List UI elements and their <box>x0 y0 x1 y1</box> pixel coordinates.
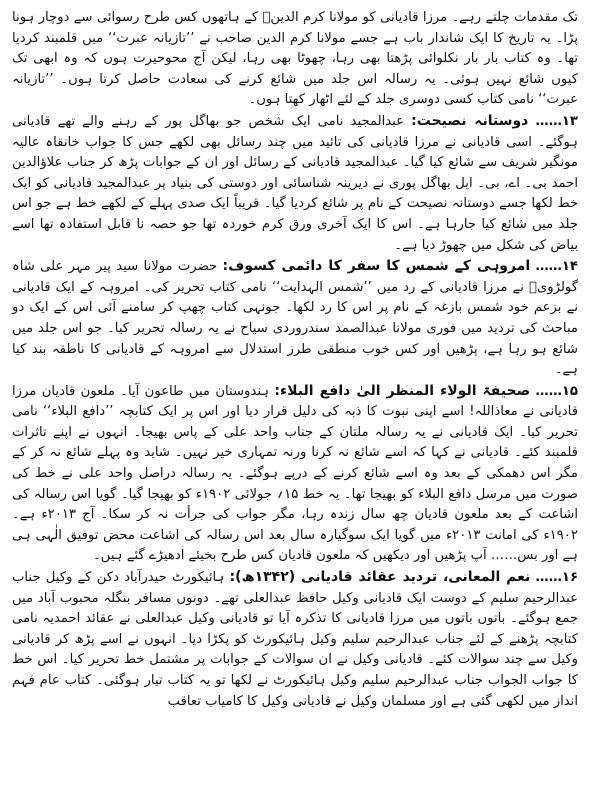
paragraph-16 <box>12 567 578 712</box>
paragraph-text: ہائیکورٹ حیدرآباد دکن کے وکیل جناب عبدالرحیم سلیم کے دوست ایک قادیانی وکیل حافظ عبدالعلی تھے۔ دونوں مسافر بنگلہ محبوب آباد میں جمع ہوگئے۔ باتوں باتوں میں مرزا قادیانی کا تذکرہ آیا تو قادیانی وکیل عبدالعلی نے عقائد احمدیہ نامی کتابچہ پڑھنے کے لئے جناب عبدالرحیم سلیم وکیل ہائیکورٹ کو پکڑا دیا۔ انہوں نے اسے پڑھ کر قادیانی وکیل سے چند سوالات کئے۔ قادیانی وکیل نے ان سوالات کے جوابات پر مشتمل خط تحریر کیا۔ اس خط کا جواب الجواب جناب عبدالرحیم سلیم وکیل ہائیکورٹ نے لکھا تو یہ کتاب تیار ہوگئی۔ کتاب عام فہم انداز میں لکھی گئی ہے اور مسلمان وکیل نے قادیانی وکیل کا کامیاب تعاقب <box>12 570 578 709</box>
section-heading: صحیفۃ الولاء المنظر الیٰ دافع البلاء: <box>274 382 531 399</box>
section-heading: دوستانہ نصیحت: <box>411 112 529 129</box>
paragraph-13 <box>12 111 578 256</box>
paragraph-text: حضرت مولانا سید پیر مہر علی شاہ گولڑویؒ نے مرزا قادیانی کے رد میں ’’شمس الہدایت‘‘ نامی کتاب تحریر کی۔ امروہہ کے ایک قادیانی نے بزعم خود شمس بازغہ کے نام پر اس کا رد لکھا۔ جونہی کتاب چھپ کر سامنے آئی اس کے ایک دو مباحث کی تردید میں فوری مولانا عبدالصمد سندروردی سیاح نے یہ رسالہ تحریر کیا۔ جو اس جلد میں شائع ہو رہا ہے، پڑھیں اور کس خوب منطقی طرز استدلال سے امروہہ کے قادیانی کا ناطقہ بند کیا ہے۔ <box>12 259 578 378</box>
paragraph-15 <box>12 381 578 567</box>
paragraph-text: تک مقدمات چلتے رہے۔ مرزا قادیانی کو مولانا کرم الدینؒ کے ہاتھوں کس طرح رسوائی سے دوچار ہونا پڑا۔ یہ تاریخ کا ایک شاندار باب ہے جسے مولانا کرم الدین صاحب نے ’’تازیانہ عبرت‘‘ میں قلمبند کردیا تھا۔ وہ کتاب بار بار نکلوائی پڑھتا بھی رہا، چھوٹا بھی رہا، لیکن آج محوحیرت ہوں کہ وہ ابھی تک کیوں شائع نہیں ہوئی۔ یہ رسالہ اس جلد میں شائع کرنے کی سعادت حاصل کرتا ہوں۔ ’’تازیانہ عبرت‘‘ نامی کتاب کسی دوسری جلد کے لئے اٹھار کھتا ہوں۔ <box>12 10 578 108</box>
section-number: ۱۳…… <box>535 113 578 129</box>
section-heading: نعم المعانی، تردید عقائد قادیانی (۱۳۴۲ھ): <box>229 569 531 586</box>
section-number: ۱۵…… <box>535 383 578 399</box>
paragraph-14 <box>12 256 578 381</box>
paragraph-intro <box>12 8 578 111</box>
section-heading: امروہی کے شمس کا سفر کا دائمی کسوف: <box>222 258 531 275</box>
paragraph-text: عبدالمجید نامی ایک شخص جو بھاگل پور کے رہنے والے تھے قادیانی ہوگئے۔ اسی قادیانی نے مرزا قادیانی کی تائید میں چند رسائل بھی لکھے جس کا جواب خانقاہ عالیہ مونگیر شریف سے شائع کیا گیا۔ عبدالمجید قادیانی کے رسائل اور ان کے جوابات پڑھ کر جناب علاؤالدین احمد بی۔ اے، بی۔ ایل بھاگل پوری نے دیرینہ شناسائی اور دوستی کی بنیاد پر عبدالمجید قادیانی کو ایک خط لکھا جسے دوستانہ نصیحت کے نام پر شائع کردیا گیا۔ قریباً ایک صدی پہلے کے لکھے خط ہے جو اس جلد میں شائع کیا جارہا ہے۔ اس کا ایک آخری ورق کرم خوردہ تھا جو حصہ نا قابل استفادہ تھا اسے بیاض کی شکل میں چھوڑ دیا ہے۔ <box>12 113 578 253</box>
section-number: ۱۴…… <box>535 259 578 275</box>
section-number: ۱۶…… <box>535 570 578 586</box>
paragraph-text: ہندوستان میں طاعون آیا۔ ملعون قادیان مرزا قادیانی نے معاذاللہ! اسے اپنی نبوت کا ذبہ کی دلیل قرار دیا اور اس پر ایک کتابچہ ’’دافع البلاء‘‘ نامی تحریر کیا۔ ایک قادیانی نے یہ رسالہ ملتان کے جناب واحد علی کے پاس بھیجا۔ انہوں نے اپنے تاثرات قلمبند کئے۔ قادیانی نے کہا کہ اسے شائع نہ کرنا ورنہ تمہاری خیر نہیں۔ شاید وہ پہلے شائع نہ کر کے مگر اس دھمکی کے بعد وہ اسے شائع کرنے کے درپے ہوگئے۔ یہ رسالہ دراصل واحد علی نے خط کی صورت میں مرسل دافع البلاء کو بھیجا تھا۔ یہ خط ۱۵؍ جولائی ۱۹۰۲ء کو بھیجا گیا۔ گویا اس رسالہ کی اشاعت کے بعد ملعون قادیان چھ سال زندہ رہا، مگر جواب کی جرأت نہ کر سکا۔ آج ۲۰۱۳ء ہے۔ ۱۹۰۲ء کی امانت ۲۰۱۳ء میں گویا ایک سوگیارہ سال بعد اس رسالہ کی اشاعت محض توفیق الٰہی ہی ہے اور بس…… آپ پڑھیں اور دیکھیں کہ ملعون قادیان کس طرح بخیئے ادھیڑے گئے ہیں۔ <box>12 383 578 564</box>
